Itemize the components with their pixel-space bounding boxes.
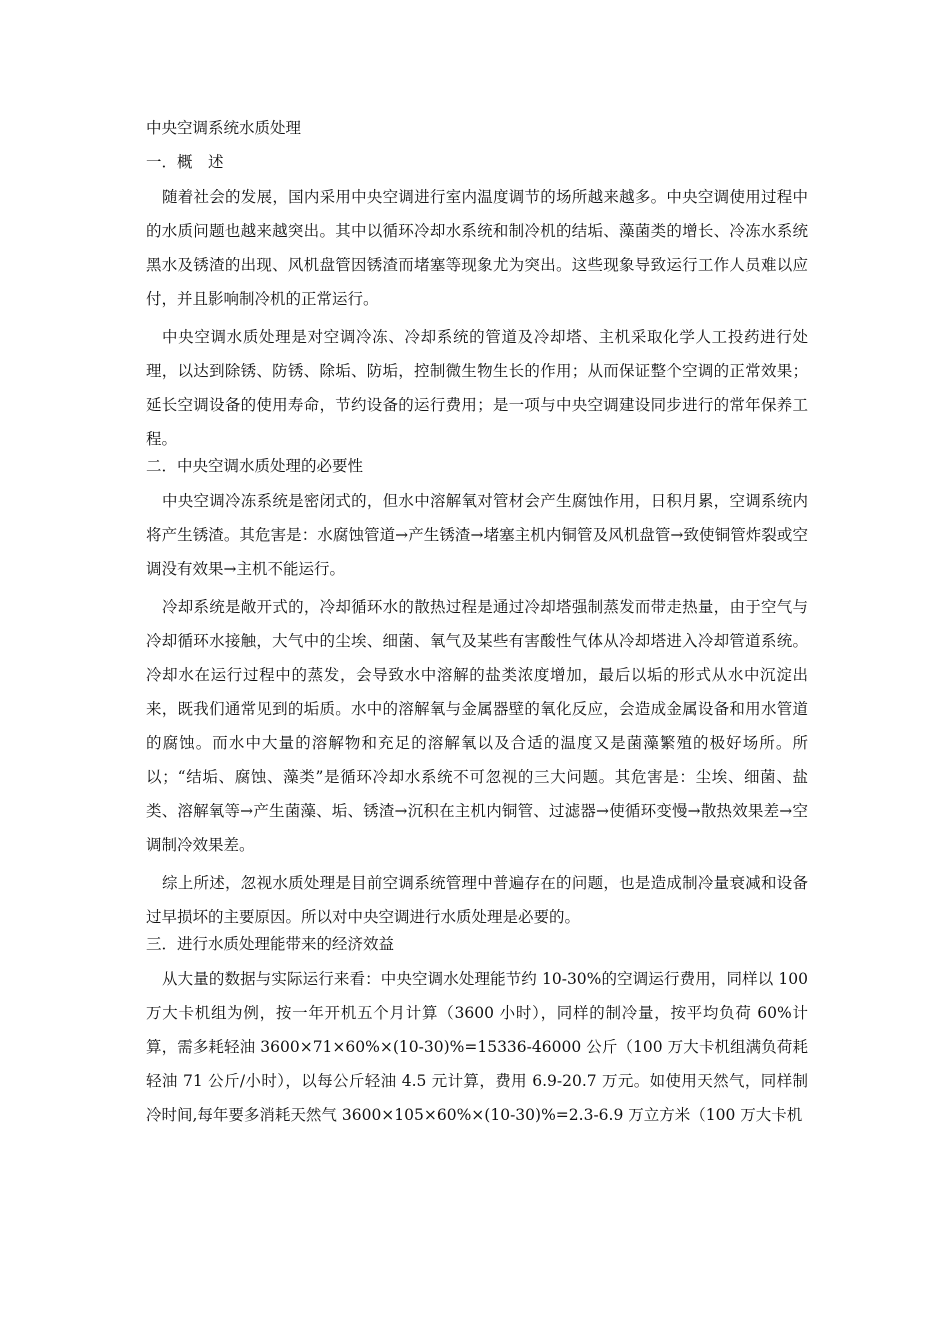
section-necessity (146, 456, 808, 934)
section-overview (146, 152, 808, 456)
paragraph: 冷却系统是敞开式的，冷却循环水的散热过程是通过冷却塔强制蒸发而带走热量，由于空气与冷却循环水接触，大气中的尘埃、细菌、氧气及某些有害酸性气体从冷却塔进入冷却管道系统。冷却水在运行过程中的蒸发，会导致水中溶解的盐类浓度增加，最后以垢的形式从水中沉淀出来，既我们通常见到的垢质。水中的溶解氧与金属器壁的氧化反应，会造成金属设备和用水管道的腐蚀。而水中大量的溶解物和充足的溶解氧以及合适的温度又是菌藻繁殖的极好场所。所以；“结垢、腐蚀、藻类”是循环冷却水系统不可忽视的三大问题。其危害是：尘埃、细菌、盐类、溶解氧等→产生菌藻、垢、锈渣→沉积在主机内铜管、过滤器→使循环变慢→散热效果差→空调制冷效果差。 (146, 598, 808, 854)
document-page (146, 118, 808, 1132)
paragraph: 从大量的数据与实际运行来看：中央空调水处理能节约 10-30%的空调运行费用，同样以 100 万大卡机组为例，按一年开机五个月计算（3600 小时），同样的制冷量，按平均负荷 60%计算，需多耗轻油 3600×71×60%×(10-30)%=15336-46000 公斤（100 万大卡机组满负荷耗轻油 71 公斤/小时），以每公斤轻油 4.5 元计算，费用 6.9-20.7 万元。如使用天然气，同样制冷时间,每年要多消耗天然气 3600×105×60%×(10-30)%=2.3-6.9 万立方米（100 万大卡机 (146, 970, 808, 1124)
paragraph: 随着社会的发展，国内采用中央空调进行室内温度调节的场所越来越多。中央空调使用过程中的水质问题也越来越突出。其中以循环冷却水系统和制冷机的结垢、藻菌类的增长、冷冻水系统黑水及锈渣的出现、风机盘管因锈渣而堵塞等现象尤为突出。这些现象导致运行工作人员难以应付，并且影响制冷机的正常运行。 (146, 188, 808, 308)
paragraph: 中央空调水质处理是对空调冷冻、冷却系统的管道及冷却塔、主机采取化学人工投药进行处理，以达到除锈、防锈、除垢、防垢，控制微生物生长的作用；从而保证整个空调的正常效果；延长空调设备的使用寿命，节约设备的运行费用；是一项与中央空调建设同步进行的常年保养工程。 (146, 328, 808, 448)
paragraph: 中央空调冷冻系统是密闭式的，但水中溶解氧对管材会产生腐蚀作用，日积月累，空调系统内将产生锈渣。其危害是：水腐蚀管道→产生锈渣→堵塞主机内铜管及风机盘管→致使铜管炸裂或空调没有效果→主机不能运行。 (146, 492, 808, 578)
section-heading: 二．中央空调水质处理的必要性 (146, 457, 364, 475)
paragraph: 综上所述，忽视水质处理是目前空调系统管理中普遍存在的问题，也是造成制冷量衰减和设备过早损坏的主要原因。所以对中央空调进行水质处理是必要的。 (146, 874, 808, 926)
section-heading: 一．概 述 (146, 153, 224, 171)
document-title: 中央空调系统水质处理 (146, 119, 302, 137)
section-economic-benefits (146, 934, 808, 1132)
section-heading: 三．进行水质处理能带来的经济效益 (146, 935, 395, 953)
